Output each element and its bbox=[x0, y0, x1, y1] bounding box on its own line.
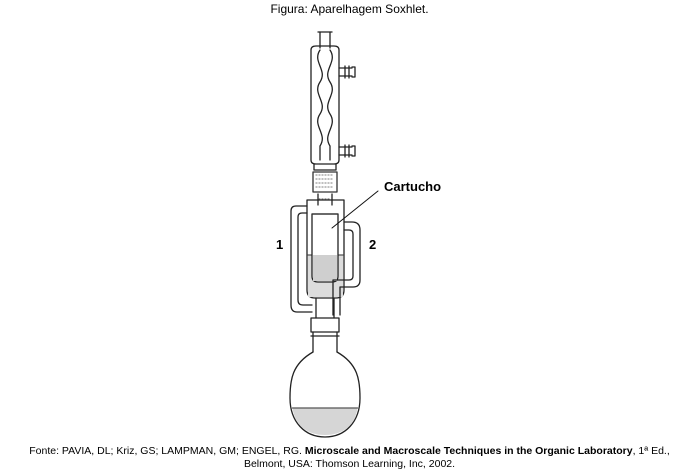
water-inlet-connector bbox=[339, 145, 355, 157]
figure-source-citation bbox=[4, 445, 695, 471]
label-cartucho: Cartucho bbox=[384, 179, 442, 194]
label-2: 2 bbox=[369, 237, 377, 252]
label-1: 1 bbox=[276, 237, 284, 252]
source-book-title: Microscale and Macroscale Techniques in the Organic Laboratory bbox=[304, 445, 633, 457]
source-prefix: Fonte: PAVIA, DL; Kriz, GS; LAMPMAN, GM; ENGEL, RG. bbox=[29, 445, 305, 457]
source-edition: , 1ª Ed., bbox=[632, 445, 670, 457]
extractor-neck bbox=[311, 298, 339, 332]
round-bottom-flask bbox=[290, 332, 360, 437]
figure-title: Figura: Aparelhagem Soxhlet. bbox=[270, 2, 429, 16]
water-outlet-connector bbox=[339, 66, 355, 78]
thimble bbox=[312, 214, 338, 282]
source-publisher: Belmont, USA: Thomson Learning, Inc, 2002. bbox=[243, 458, 456, 470]
condenser bbox=[311, 32, 355, 170]
